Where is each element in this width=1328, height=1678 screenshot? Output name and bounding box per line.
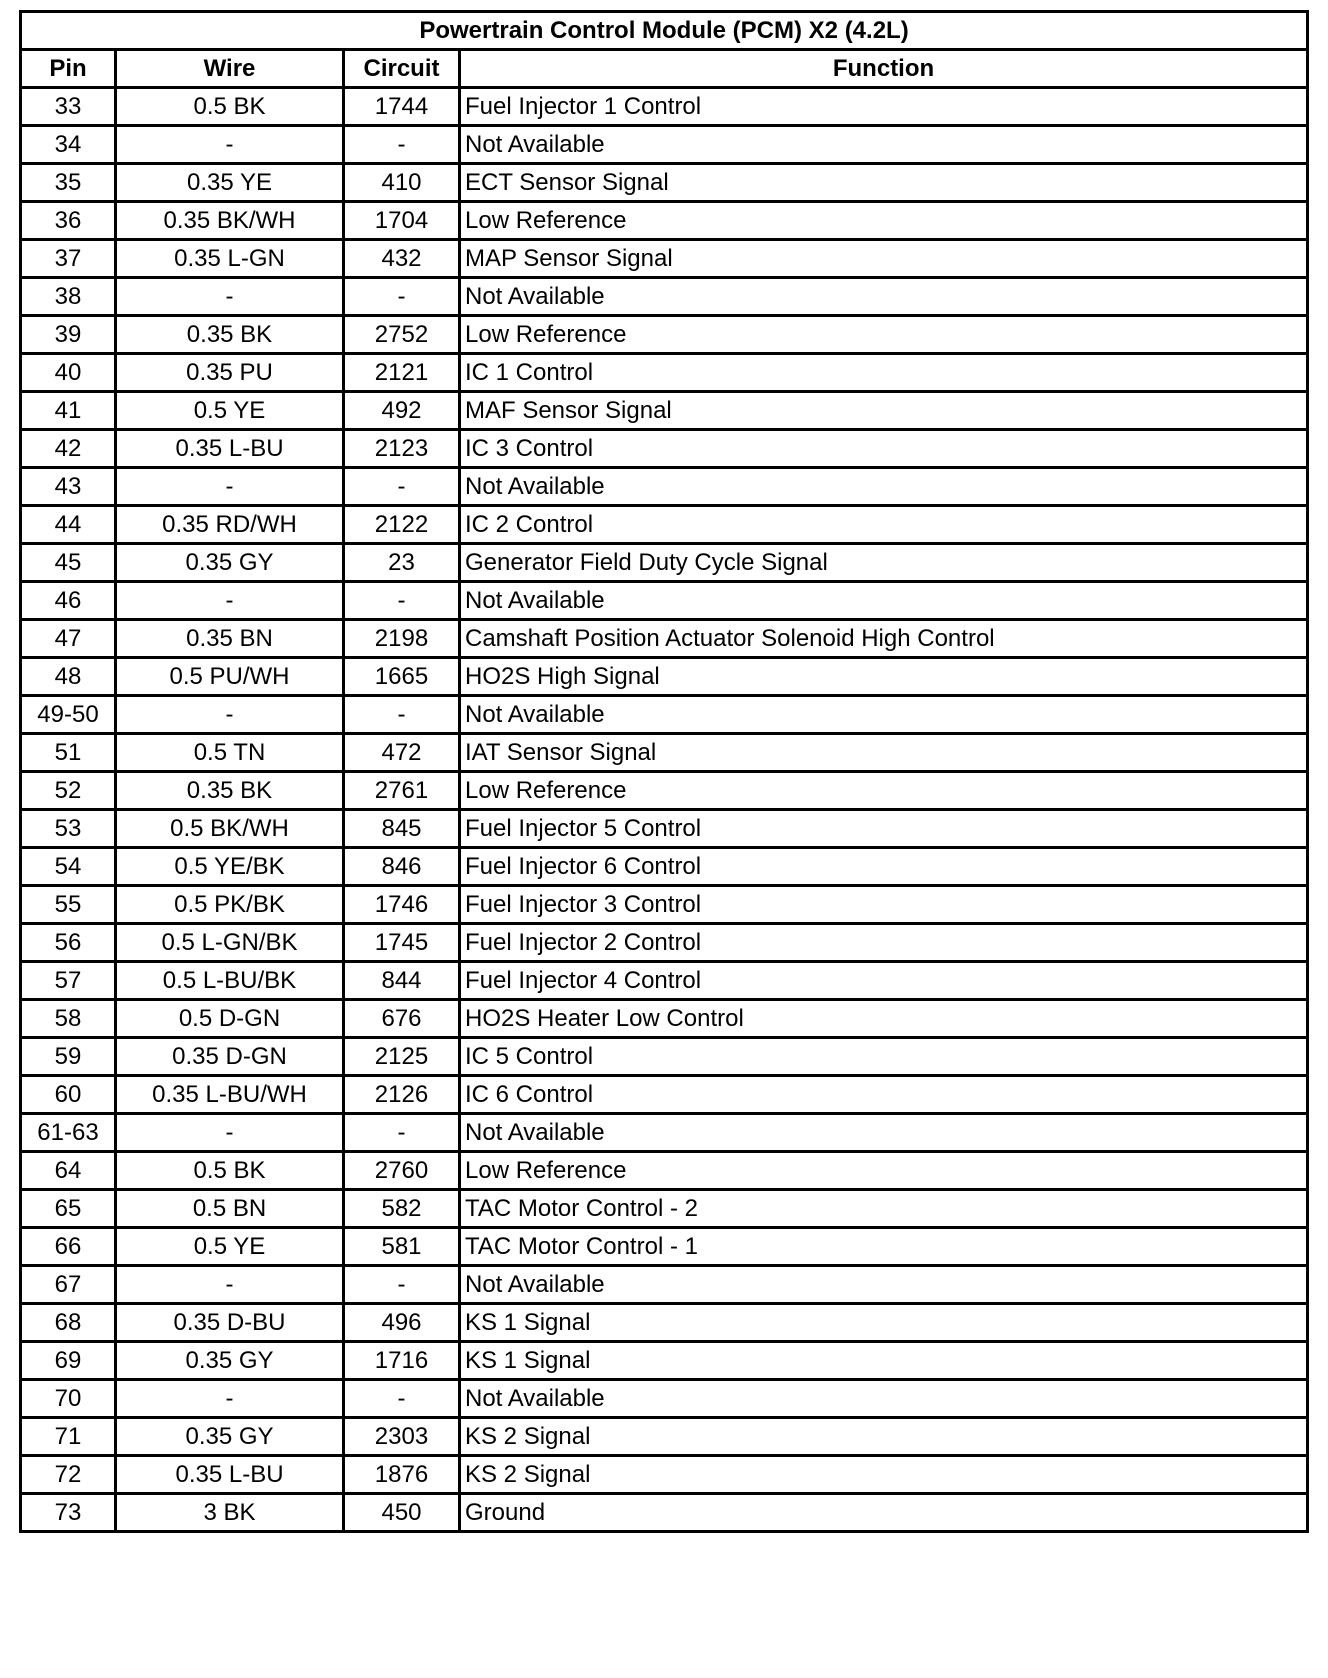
- function-cell: Generator Field Duty Cycle Signal: [460, 544, 1308, 582]
- function-cell: HO2S Heater Low Control: [460, 1000, 1308, 1038]
- function-cell: HO2S High Signal: [460, 658, 1308, 696]
- pin-cell: 66: [21, 1228, 116, 1266]
- function-cell: Not Available: [460, 468, 1308, 506]
- circuit-cell: 2122: [344, 506, 460, 544]
- table-row: [21, 392, 1308, 430]
- wire-cell: 0.5 TN: [116, 734, 344, 772]
- circuit-cell: -: [344, 468, 460, 506]
- circuit-cell: -: [344, 278, 460, 316]
- circuit-cell: 581: [344, 1228, 460, 1266]
- column-header-circuit: Circuit: [344, 50, 460, 88]
- pin-cell: 40: [21, 354, 116, 392]
- wire-cell: 0.5 YE/BK: [116, 848, 344, 886]
- circuit-cell: 472: [344, 734, 460, 772]
- pin-cell: 43: [21, 468, 116, 506]
- table-row: [21, 1494, 1308, 1532]
- circuit-cell: 846: [344, 848, 460, 886]
- table-row: [21, 886, 1308, 924]
- pin-cell: 60: [21, 1076, 116, 1114]
- wire-cell: 0.5 BN: [116, 1190, 344, 1228]
- wire-cell: -: [116, 468, 344, 506]
- circuit-cell: 496: [344, 1304, 460, 1342]
- wire-cell: 0.35 L-BU: [116, 430, 344, 468]
- function-cell: IC 1 Control: [460, 354, 1308, 392]
- function-cell: Fuel Injector 3 Control: [460, 886, 1308, 924]
- wire-cell: 0.35 L-BU/WH: [116, 1076, 344, 1114]
- table-row: [21, 316, 1308, 354]
- pcm-pinout-table: [19, 10, 1309, 1533]
- function-cell: Ground: [460, 1494, 1308, 1532]
- column-header-function: Function: [460, 50, 1308, 88]
- circuit-cell: 1746: [344, 886, 460, 924]
- table-row: [21, 696, 1308, 734]
- circuit-cell: 676: [344, 1000, 460, 1038]
- circuit-cell: 2752: [344, 316, 460, 354]
- table-row: [21, 1266, 1308, 1304]
- function-cell: Camshaft Position Actuator Solenoid High Control: [460, 620, 1308, 658]
- wire-cell: 0.5 BK: [116, 1152, 344, 1190]
- pin-cell: 72: [21, 1456, 116, 1494]
- function-cell: Fuel Injector 1 Control: [460, 88, 1308, 126]
- pin-cell: 33: [21, 88, 116, 126]
- wire-cell: 0.5 BK/WH: [116, 810, 344, 848]
- table-row: [21, 582, 1308, 620]
- table-row: [21, 1228, 1308, 1266]
- circuit-cell: 1665: [344, 658, 460, 696]
- table-row: [21, 962, 1308, 1000]
- pin-cell: 53: [21, 810, 116, 848]
- wire-cell: 0.35 L-BU: [116, 1456, 344, 1494]
- pin-cell: 73: [21, 1494, 116, 1532]
- pin-cell: 51: [21, 734, 116, 772]
- table-row: [21, 164, 1308, 202]
- pin-cell: 64: [21, 1152, 116, 1190]
- pin-cell: 71: [21, 1418, 116, 1456]
- circuit-cell: -: [344, 582, 460, 620]
- pin-cell: 65: [21, 1190, 116, 1228]
- pin-cell: 38: [21, 278, 116, 316]
- function-cell: IC 5 Control: [460, 1038, 1308, 1076]
- column-header-wire: Wire: [116, 50, 344, 88]
- circuit-cell: 2123: [344, 430, 460, 468]
- table-title: Powertrain Control Module (PCM) X2 (4.2L): [21, 12, 1308, 50]
- function-cell: Fuel Injector 2 Control: [460, 924, 1308, 962]
- function-cell: KS 2 Signal: [460, 1456, 1308, 1494]
- wire-cell: 0.5 L-BU/BK: [116, 962, 344, 1000]
- table-row: [21, 1114, 1308, 1152]
- pin-cell: 34: [21, 126, 116, 164]
- pin-cell: 55: [21, 886, 116, 924]
- table-row: [21, 1152, 1308, 1190]
- table-row: [21, 734, 1308, 772]
- function-cell: Not Available: [460, 1380, 1308, 1418]
- table-row: [21, 126, 1308, 164]
- table-row: [21, 430, 1308, 468]
- circuit-cell: -: [344, 1114, 460, 1152]
- wire-cell: 0.35 BK: [116, 316, 344, 354]
- table-row: [21, 810, 1308, 848]
- table-row: [21, 1190, 1308, 1228]
- pin-cell: 47: [21, 620, 116, 658]
- wire-cell: 0.35 GY: [116, 544, 344, 582]
- function-cell: Low Reference: [460, 772, 1308, 810]
- wire-cell: 0.5 YE: [116, 392, 344, 430]
- function-cell: Not Available: [460, 696, 1308, 734]
- circuit-cell: 1716: [344, 1342, 460, 1380]
- table-row: [21, 848, 1308, 886]
- circuit-cell: 1744: [344, 88, 460, 126]
- pin-cell: 54: [21, 848, 116, 886]
- title-row: [21, 12, 1308, 50]
- table-row: [21, 658, 1308, 696]
- circuit-cell: 2125: [344, 1038, 460, 1076]
- table-row: [21, 1418, 1308, 1456]
- wire-cell: -: [116, 278, 344, 316]
- function-cell: Not Available: [460, 582, 1308, 620]
- wire-cell: 3 BK: [116, 1494, 344, 1532]
- table-row: [21, 1380, 1308, 1418]
- function-cell: IC 2 Control: [460, 506, 1308, 544]
- table-row: [21, 88, 1308, 126]
- circuit-cell: 2126: [344, 1076, 460, 1114]
- table-row: [21, 620, 1308, 658]
- function-cell: MAF Sensor Signal: [460, 392, 1308, 430]
- wire-cell: 0.5 D-GN: [116, 1000, 344, 1038]
- table-body: [21, 88, 1308, 1532]
- circuit-cell: 1745: [344, 924, 460, 962]
- wire-cell: 0.35 BN: [116, 620, 344, 658]
- table-row: [21, 240, 1308, 278]
- wire-cell: 0.35 D-BU: [116, 1304, 344, 1342]
- pin-cell: 41: [21, 392, 116, 430]
- pin-cell: 69: [21, 1342, 116, 1380]
- pin-cell: 44: [21, 506, 116, 544]
- table-row: [21, 544, 1308, 582]
- wire-cell: 0.35 GY: [116, 1342, 344, 1380]
- wire-cell: 0.35 BK/WH: [116, 202, 344, 240]
- pin-cell: 46: [21, 582, 116, 620]
- circuit-cell: 2121: [344, 354, 460, 392]
- wire-cell: 0.5 PK/BK: [116, 886, 344, 924]
- circuit-cell: -: [344, 126, 460, 164]
- pin-cell: 36: [21, 202, 116, 240]
- pin-cell: 61-63: [21, 1114, 116, 1152]
- function-cell: KS 1 Signal: [460, 1304, 1308, 1342]
- table-row: [21, 468, 1308, 506]
- table-row: [21, 506, 1308, 544]
- pin-cell: 35: [21, 164, 116, 202]
- wire-cell: 0.5 YE: [116, 1228, 344, 1266]
- function-cell: KS 1 Signal: [460, 1342, 1308, 1380]
- wire-cell: -: [116, 1114, 344, 1152]
- function-cell: Low Reference: [460, 1152, 1308, 1190]
- circuit-cell: 1876: [344, 1456, 460, 1494]
- pin-cell: 56: [21, 924, 116, 962]
- table-row: [21, 202, 1308, 240]
- circuit-cell: 2303: [344, 1418, 460, 1456]
- function-cell: MAP Sensor Signal: [460, 240, 1308, 278]
- wire-cell: 0.5 L-GN/BK: [116, 924, 344, 962]
- table-row: [21, 772, 1308, 810]
- pin-cell: 70: [21, 1380, 116, 1418]
- circuit-cell: -: [344, 1266, 460, 1304]
- pin-cell: 68: [21, 1304, 116, 1342]
- column-header-pin: Pin: [21, 50, 116, 88]
- function-cell: Fuel Injector 5 Control: [460, 810, 1308, 848]
- wire-cell: 0.35 BK: [116, 772, 344, 810]
- circuit-cell: 450: [344, 1494, 460, 1532]
- pin-cell: 45: [21, 544, 116, 582]
- function-cell: IC 3 Control: [460, 430, 1308, 468]
- wire-cell: 0.35 D-GN: [116, 1038, 344, 1076]
- circuit-cell: 844: [344, 962, 460, 1000]
- circuit-cell: 410: [344, 164, 460, 202]
- table-row: [21, 924, 1308, 962]
- pin-cell: 67: [21, 1266, 116, 1304]
- function-cell: Low Reference: [460, 202, 1308, 240]
- wire-cell: -: [116, 1266, 344, 1304]
- pin-cell: 57: [21, 962, 116, 1000]
- wire-cell: 0.35 GY: [116, 1418, 344, 1456]
- function-cell: Not Available: [460, 126, 1308, 164]
- circuit-cell: 1704: [344, 202, 460, 240]
- function-cell: Fuel Injector 4 Control: [460, 962, 1308, 1000]
- wire-cell: 0.35 YE: [116, 164, 344, 202]
- table-row: [21, 1076, 1308, 1114]
- function-cell: KS 2 Signal: [460, 1418, 1308, 1456]
- function-cell: Fuel Injector 6 Control: [460, 848, 1308, 886]
- pin-cell: 37: [21, 240, 116, 278]
- table-row: [21, 1304, 1308, 1342]
- function-cell: Not Available: [460, 278, 1308, 316]
- circuit-cell: 582: [344, 1190, 460, 1228]
- circuit-cell: 2761: [344, 772, 460, 810]
- function-cell: TAC Motor Control - 1: [460, 1228, 1308, 1266]
- pin-cell: 58: [21, 1000, 116, 1038]
- pin-cell: 59: [21, 1038, 116, 1076]
- table-row: [21, 1456, 1308, 1494]
- function-cell: IC 6 Control: [460, 1076, 1308, 1114]
- circuit-cell: -: [344, 696, 460, 734]
- function-cell: ECT Sensor Signal: [460, 164, 1308, 202]
- function-cell: Not Available: [460, 1266, 1308, 1304]
- pin-cell: 49-50: [21, 696, 116, 734]
- wire-cell: 0.5 PU/WH: [116, 658, 344, 696]
- circuit-cell: 432: [344, 240, 460, 278]
- function-cell: Not Available: [460, 1114, 1308, 1152]
- wire-cell: 0.5 BK: [116, 88, 344, 126]
- circuit-cell: 23: [344, 544, 460, 582]
- wire-cell: -: [116, 126, 344, 164]
- circuit-cell: 2760: [344, 1152, 460, 1190]
- circuit-cell: 492: [344, 392, 460, 430]
- wire-cell: -: [116, 1380, 344, 1418]
- function-cell: IAT Sensor Signal: [460, 734, 1308, 772]
- wire-cell: 0.35 RD/WH: [116, 506, 344, 544]
- circuit-cell: 2198: [344, 620, 460, 658]
- pin-cell: 48: [21, 658, 116, 696]
- pin-cell: 52: [21, 772, 116, 810]
- wire-cell: 0.35 PU: [116, 354, 344, 392]
- table-row: [21, 1342, 1308, 1380]
- circuit-cell: -: [344, 1380, 460, 1418]
- wire-cell: -: [116, 582, 344, 620]
- table-row: [21, 1038, 1308, 1076]
- circuit-cell: 845: [344, 810, 460, 848]
- function-cell: TAC Motor Control - 2: [460, 1190, 1308, 1228]
- table-row: [21, 1000, 1308, 1038]
- pin-cell: 42: [21, 430, 116, 468]
- table-row: [21, 354, 1308, 392]
- pin-cell: 39: [21, 316, 116, 354]
- table-row: [21, 278, 1308, 316]
- wire-cell: 0.35 L-GN: [116, 240, 344, 278]
- header-row: [21, 50, 1308, 88]
- function-cell: Low Reference: [460, 316, 1308, 354]
- wire-cell: -: [116, 696, 344, 734]
